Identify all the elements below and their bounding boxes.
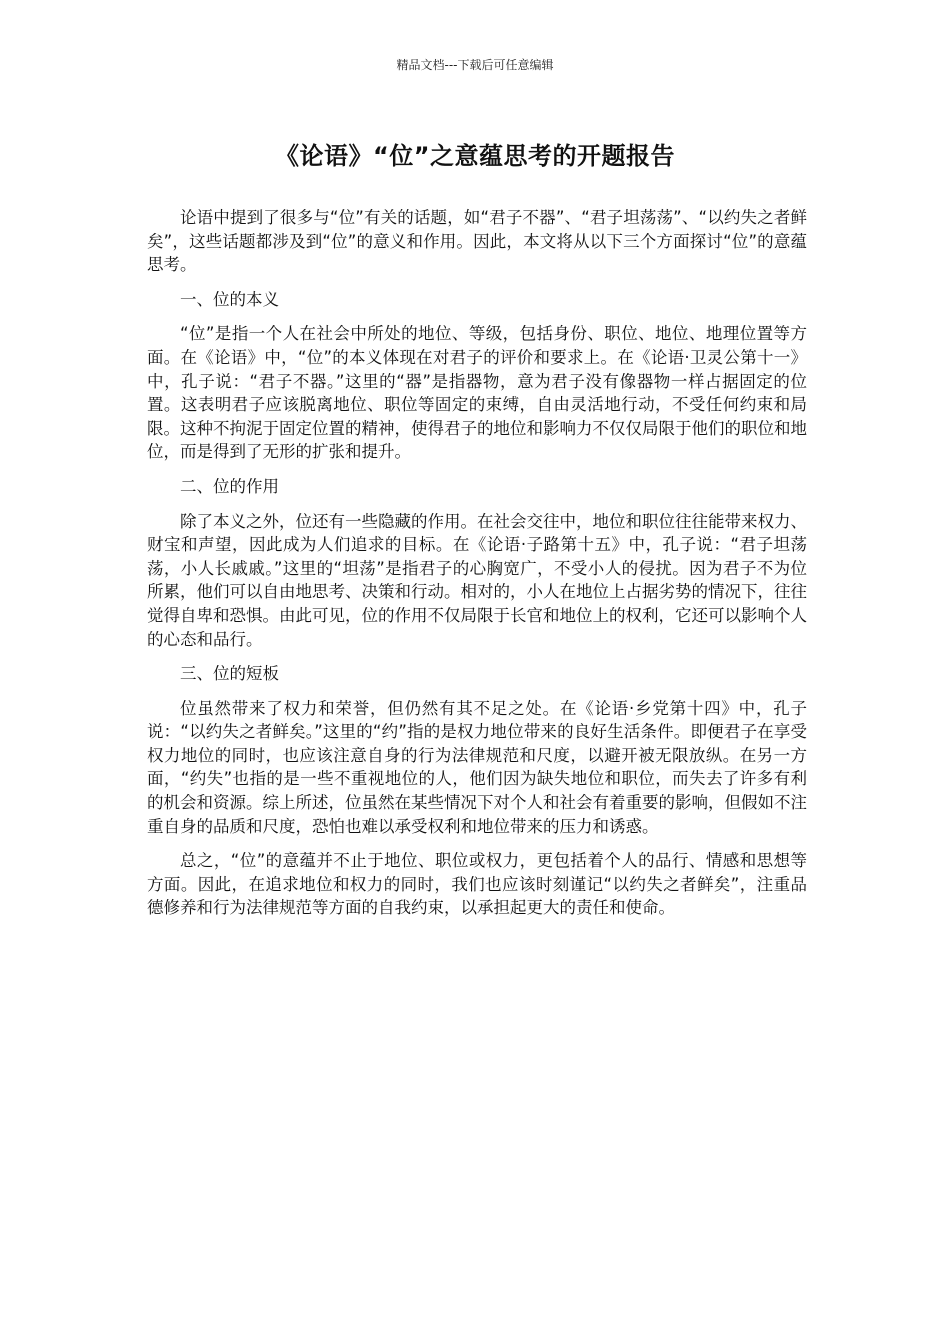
- document-title: 《论语》“位”之意蕴思考的开题报告: [274, 142, 676, 170]
- section-heading-meaning: 一、位的本义: [180, 289, 279, 309]
- intro-paragraph: 论语中提到了很多与“位”有关的话题，如“君子不器”、“君子坦荡荡”、“以约失之者鲜矣”，这些话题都涉及到“位”的意义和作用。因此，本文将从以下三个方面探讨“位”的意蕴思考。: [147, 208, 807, 275]
- section-paragraph-function: 除了本义之外，位还有一些隐藏的作用。在社会交往中，地位和职位往往能带来权力、财宝和声望，因此成为人们追求的目标。在《论语·子路第十五》中，孔子说：“君子坦荡荡，小人长戚戚。”这里的“坦荡”是指君子的心胸宽广，不受小人的侵扰。因为君子不为位所累，他们可以自由地思考、决策和行动。相对的，小人在地位上占据劣势的情况下，往往觉得自卑和恐惧。由此可见，位的作用不仅局限于长官和地位上的权利，它还可以影响个人的心态和品行。: [147, 511, 807, 649]
- section-heading-function: 二、位的作用: [180, 476, 279, 496]
- document-body: [147, 206, 807, 931]
- page-header: 精品文档---下载后可任意编辑: [396, 58, 554, 72]
- section-paragraph-shortcoming: 位虽然带来了权力和荣誉，但仍然有其不足之处。在《论语·乡党第十四》中，孔子说：“以约失之者鲜矣。”这里的“约”指的是权力地位带来的良好生活条件。即便君子在享受权力地位的同时，也应该注意自身的行为法律规范和尺度，以避开被无限放纵。在另一方面，“约失”也指的是一些不重视地位的人，他们因为缺失地位和职位，而失去了许多有利的机会和资源。综上所述，位虽然在某些情况下对个人和社会有着重要的影响，但假如不注重自身的品质和尺度，恐怕也难以承受权利和地位带来的压力和诱惑。: [147, 698, 807, 836]
- section-paragraph-meaning: “位”是指一个人在社会中所处的地位、等级，包括身份、职位、地位、地理位置等方面。在《论语》中，“位”的本义体现在对君子的评价和要求上。在《论语·卫灵公第十一》中，孔子说：“君子不器。”这里的“器”是指器物，意为君子没有像器物一样占据固定的位置。这表明君子应该脱离地位、职位等固定的束缚，自由灵活地行动，不受任何约束和局限。这种不拘泥于固定位置的精神，使得君子的地位和影响力不仅仅局限于他们的职位和地位，而是得到了无形的扩张和提升。: [147, 324, 807, 462]
- conclusion-paragraph: 总之，“位”的意蕴并不止于地位、职位或权力，更包括着个人的品行、情感和思想等方面。因此，在追求地位和权力的同时，我们也应该时刻谨记“以约失之者鲜矣”，注重品德修养和行为法律规范等方面的自我约束，以承担起更大的责任和使命。: [147, 851, 807, 918]
- section-heading-shortcoming: 三、位的短板: [180, 664, 279, 684]
